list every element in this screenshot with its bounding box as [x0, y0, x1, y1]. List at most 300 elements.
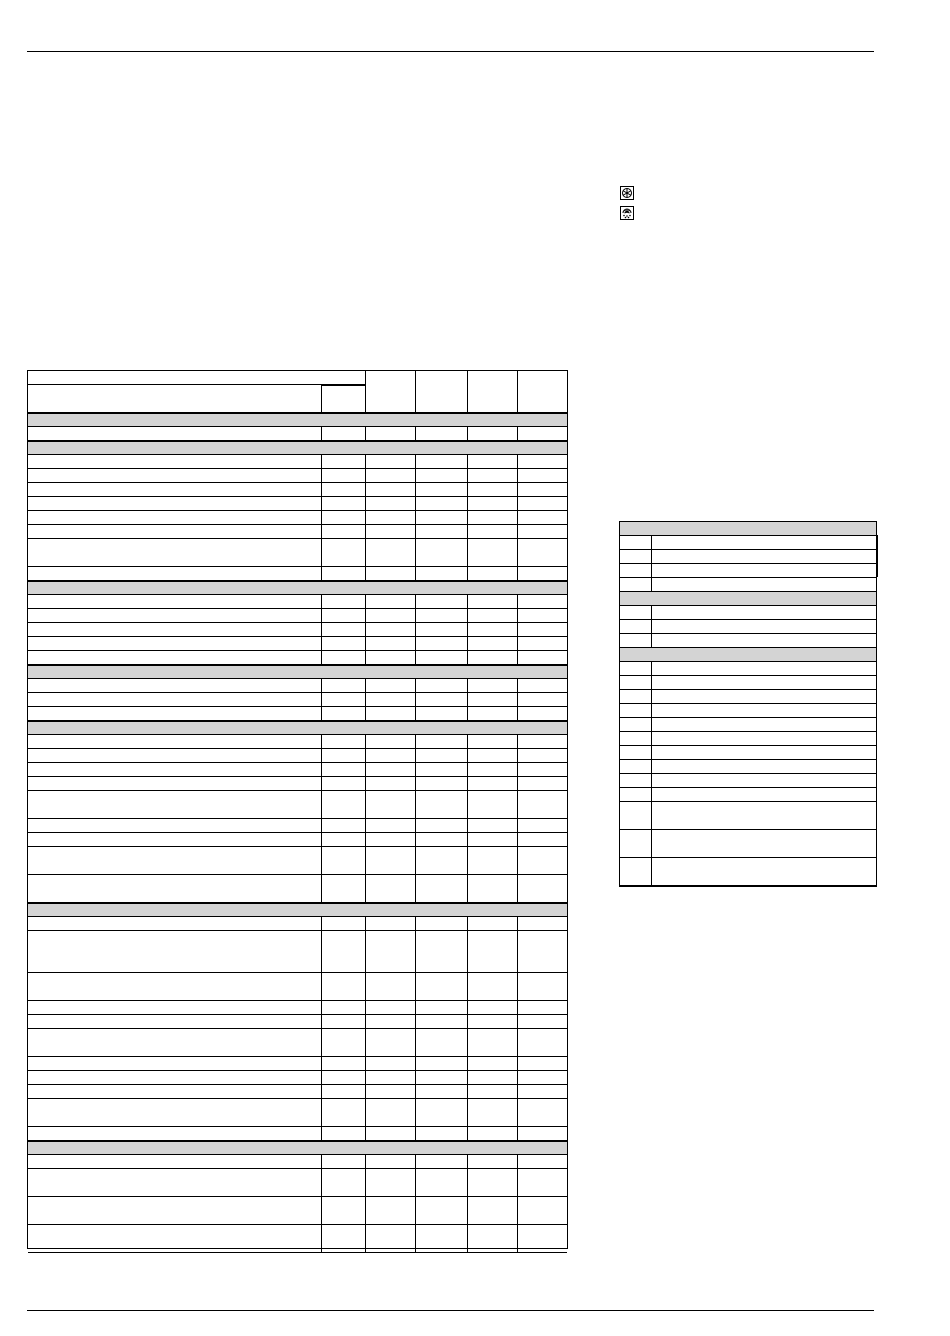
table-row [28, 469, 567, 483]
table-cell [467, 1085, 468, 1098]
table-cell [321, 973, 322, 1000]
table-cell [365, 511, 366, 524]
table-cell [415, 595, 416, 608]
legend-row [620, 858, 876, 886]
table-cell [365, 1197, 366, 1224]
table-cell [415, 497, 416, 510]
table-cell [517, 511, 518, 524]
table-cell [365, 791, 366, 818]
table-cell [415, 791, 416, 818]
table-cell [415, 427, 416, 440]
table-cell [467, 595, 468, 608]
table-cell [365, 1001, 366, 1014]
legend-row [620, 564, 876, 578]
table-row [28, 651, 567, 665]
legend-row [620, 746, 876, 760]
table-cell [415, 1225, 416, 1252]
legend-cell [651, 564, 652, 577]
table-cell [321, 1155, 322, 1168]
table-cell [321, 497, 322, 510]
table-row [28, 1001, 567, 1015]
table-cell [365, 427, 366, 440]
table-cell [517, 1029, 518, 1056]
table-cell [415, 525, 416, 538]
table-cell [467, 763, 468, 776]
legend-cell [651, 676, 652, 689]
legend-row [620, 634, 876, 648]
table-row [28, 1085, 567, 1099]
table-cell [517, 483, 518, 496]
legend-section-row [620, 592, 876, 606]
table-cell [321, 833, 322, 846]
section-header-row [28, 581, 567, 595]
legend-row [620, 676, 876, 690]
table-cell [321, 1127, 322, 1140]
table-row [28, 777, 567, 791]
table-cell [365, 679, 366, 692]
table-row [28, 497, 567, 511]
table-cell [415, 847, 416, 874]
table-cell [415, 483, 416, 496]
table-cell [415, 833, 416, 846]
table-cell [415, 1001, 416, 1014]
table-cell [365, 749, 366, 762]
table-cell [365, 917, 366, 930]
table-cell [415, 917, 416, 930]
table-cell [365, 1085, 366, 1098]
table-cell [365, 1155, 366, 1168]
table-cell [517, 1197, 518, 1224]
table-cell [321, 1085, 322, 1098]
legend-cell [651, 620, 652, 633]
table-cell [415, 1127, 416, 1140]
table-row [28, 847, 567, 875]
table-cell [321, 819, 322, 832]
legend-cell [651, 774, 652, 787]
table-cell [415, 679, 416, 692]
table-row [28, 623, 567, 637]
table-cell [365, 651, 366, 664]
table-cell [517, 595, 518, 608]
table-cell [321, 735, 322, 748]
table-cell [517, 651, 518, 664]
table-cell [517, 623, 518, 636]
table-row [28, 609, 567, 623]
table-cell [321, 1015, 322, 1028]
table-cell [467, 1057, 468, 1070]
table-cell [321, 595, 322, 608]
table-row [28, 511, 567, 525]
table-cell [517, 707, 518, 720]
table-cell [517, 427, 518, 440]
table-cell [467, 707, 468, 720]
table-cell [365, 595, 366, 608]
table-cell [467, 973, 468, 1000]
table-cell [467, 777, 468, 790]
table-cell [517, 973, 518, 1000]
table-row [28, 749, 567, 763]
table-cell [415, 1071, 416, 1084]
table-cell [415, 749, 416, 762]
table-cell [467, 917, 468, 930]
table-row [28, 931, 567, 973]
table-cell [365, 497, 366, 510]
table-cell [365, 693, 366, 706]
table-cell [321, 567, 322, 580]
table-cell [517, 917, 518, 930]
table-cell [365, 1225, 366, 1252]
table-cell [467, 651, 468, 664]
top-rule [27, 51, 874, 52]
table-cell [467, 623, 468, 636]
table-row [28, 1225, 567, 1253]
table-cell [415, 511, 416, 524]
section-header-row [28, 413, 567, 427]
table-cell [415, 539, 416, 566]
table-cell [467, 679, 468, 692]
table-cell [365, 1099, 366, 1126]
legend-row [620, 774, 876, 788]
table-cell [467, 525, 468, 538]
table-cell [365, 525, 366, 538]
table-cell [517, 847, 518, 874]
table-cell [517, 819, 518, 832]
table-cell [517, 791, 518, 818]
legend-cell [651, 858, 652, 885]
table-cell [365, 539, 366, 566]
legend-row [620, 606, 876, 620]
table-cell [365, 1071, 366, 1084]
table-title [28, 371, 365, 385]
table-cell [467, 1001, 468, 1014]
table-cell [517, 749, 518, 762]
legend-row [620, 830, 876, 858]
table-cell [415, 1029, 416, 1056]
table-row [28, 693, 567, 707]
table-row [28, 1127, 567, 1141]
legend-cell [651, 550, 652, 563]
column-header [415, 371, 467, 412]
table-cell [365, 455, 366, 468]
table-row [28, 763, 567, 777]
table-cell [467, 693, 468, 706]
legend-row [620, 690, 876, 704]
table-cell [415, 973, 416, 1000]
table-cell [365, 637, 366, 650]
table-cell [415, 623, 416, 636]
table-cell [321, 623, 322, 636]
table-cell [321, 917, 322, 930]
table-cell [321, 469, 322, 482]
table-cell [365, 931, 366, 972]
column-header [517, 371, 568, 412]
table-cell [517, 539, 518, 566]
table-cell [365, 763, 366, 776]
legend-section-row [620, 648, 876, 662]
table-row [28, 875, 567, 903]
table-cell [467, 455, 468, 468]
table-cell [321, 777, 322, 790]
legend-cell [651, 578, 652, 591]
table-cell [517, 567, 518, 580]
table-cell [467, 749, 468, 762]
table-cell [415, 763, 416, 776]
table-cell [321, 525, 322, 538]
table-cell [517, 763, 518, 776]
table-row [28, 1155, 567, 1169]
legend-section-row [620, 522, 876, 536]
table-row [28, 833, 567, 847]
legend-row [620, 550, 876, 564]
table-row [28, 1015, 567, 1029]
table-row [28, 637, 567, 651]
table-cell [467, 875, 468, 902]
legend-cell [651, 536, 652, 549]
snowflake-icon [620, 186, 634, 200]
table-cell [415, 1169, 416, 1196]
section-header-row [28, 665, 567, 679]
table-cell [415, 1057, 416, 1070]
legend-cell [651, 718, 652, 731]
legend-row [620, 802, 876, 830]
table-row [28, 917, 567, 931]
table-row [28, 1071, 567, 1085]
legend-cell [651, 634, 652, 647]
table-cell [467, 931, 468, 972]
table-cell [467, 735, 468, 748]
table-cell [321, 511, 322, 524]
table-row [28, 525, 567, 539]
table-cell [321, 609, 322, 622]
table-row [28, 1057, 567, 1071]
table-cell [365, 777, 366, 790]
legend-cell [651, 690, 652, 703]
table-row [28, 483, 567, 497]
table-cell [467, 1071, 468, 1084]
legend-cell [651, 732, 652, 745]
table-row [28, 455, 567, 469]
section-header-row [28, 1141, 567, 1155]
parameter-table [27, 370, 568, 1249]
table-row [28, 567, 567, 581]
table-cell [517, 1127, 518, 1140]
table-row [28, 791, 567, 819]
table-cell [365, 1029, 366, 1056]
table-cell [467, 833, 468, 846]
table-cell [415, 693, 416, 706]
table-cell [415, 1099, 416, 1126]
table-cell [517, 1155, 518, 1168]
table-cell [467, 567, 468, 580]
table-cell [365, 483, 366, 496]
table-cell [517, 1057, 518, 1070]
table-row [28, 1029, 567, 1057]
table-cell [321, 707, 322, 720]
table-cell [467, 609, 468, 622]
code-column-header [321, 385, 365, 412]
table-cell [517, 1001, 518, 1014]
table-cell [415, 1197, 416, 1224]
table-cell [415, 567, 416, 580]
legend-row [620, 662, 876, 676]
table-cell [365, 847, 366, 874]
table-row [28, 1169, 567, 1197]
table-cell [415, 1155, 416, 1168]
legend-cell [651, 746, 652, 759]
table-cell [467, 819, 468, 832]
table-row [28, 539, 567, 567]
table-cell [415, 735, 416, 748]
table-row [28, 973, 567, 1001]
table-cell [321, 791, 322, 818]
legend-table [619, 521, 877, 887]
table-cell [467, 847, 468, 874]
table-cell [415, 455, 416, 468]
table-cell [365, 1057, 366, 1070]
table-row [28, 427, 567, 441]
bottom-rule [27, 1310, 874, 1311]
legend-bracket [876, 535, 878, 577]
table-cell [321, 1225, 322, 1252]
table-cell [517, 777, 518, 790]
table-cell [321, 1057, 322, 1070]
table-cell [415, 875, 416, 902]
column-header [365, 371, 415, 412]
table-cell [467, 483, 468, 496]
table-cell [365, 973, 366, 1000]
legend-cell [651, 760, 652, 773]
table-cell [467, 497, 468, 510]
legend-row [620, 578, 876, 592]
table-cell [517, 1099, 518, 1126]
table-cell [467, 539, 468, 566]
legend-row [620, 760, 876, 774]
table-cell [365, 1127, 366, 1140]
table-cell [321, 1099, 322, 1126]
legend-cell [651, 788, 652, 801]
table-cell [321, 931, 322, 972]
table-cell [321, 749, 322, 762]
table-cell [321, 651, 322, 664]
table-cell [467, 1155, 468, 1168]
table-cell [467, 1197, 468, 1224]
legend-row [620, 732, 876, 746]
table-cell [415, 931, 416, 972]
table-cell [467, 637, 468, 650]
table-row [28, 1099, 567, 1127]
table-cell [321, 483, 322, 496]
table-cell [517, 693, 518, 706]
legend-row [620, 718, 876, 732]
table-cell [415, 1085, 416, 1098]
legend-row [620, 536, 876, 550]
table-cell [415, 469, 416, 482]
table-row [28, 679, 567, 693]
table-cell [517, 931, 518, 972]
table-cell [467, 1169, 468, 1196]
table-cell [365, 819, 366, 832]
table-cell [467, 1127, 468, 1140]
table-cell [517, 469, 518, 482]
table-cell [517, 679, 518, 692]
table-cell [415, 819, 416, 832]
table-cell [467, 427, 468, 440]
table-cell [517, 1085, 518, 1098]
table-cell [321, 427, 322, 440]
table-cell [365, 735, 366, 748]
table-cell [517, 833, 518, 846]
table-cell [517, 497, 518, 510]
table-cell [321, 693, 322, 706]
table-cell [415, 651, 416, 664]
table-row [28, 595, 567, 609]
table-cell [517, 455, 518, 468]
table-row [28, 735, 567, 749]
table-cell [365, 623, 366, 636]
table-cell [321, 1197, 322, 1224]
table-cell [365, 875, 366, 902]
table-cell [517, 525, 518, 538]
table-row [28, 819, 567, 833]
table-cell [517, 1225, 518, 1252]
legend-row [620, 704, 876, 718]
table-subtitle [28, 385, 321, 412]
table-cell [321, 1071, 322, 1084]
legend-row [620, 620, 876, 634]
table-cell [467, 469, 468, 482]
table-cell [517, 1169, 518, 1196]
table-cell [321, 1029, 322, 1056]
table-cell [415, 1015, 416, 1028]
table-cell [365, 707, 366, 720]
table-cell [415, 707, 416, 720]
legend-cell [651, 662, 652, 675]
table-cell [365, 469, 366, 482]
table-cell [321, 1001, 322, 1014]
table-cell [365, 609, 366, 622]
table-cell [365, 1169, 366, 1196]
legend-cell [651, 704, 652, 717]
table-cell [517, 637, 518, 650]
table-cell [365, 1015, 366, 1028]
table-cell [467, 791, 468, 818]
section-header-row [28, 441, 567, 455]
table-cell [467, 511, 468, 524]
table-cell [517, 875, 518, 902]
table-cell [517, 1071, 518, 1084]
table-cell [517, 735, 518, 748]
table-cell [365, 567, 366, 580]
table-row [28, 707, 567, 721]
table-cell [321, 847, 322, 874]
table-cell [321, 763, 322, 776]
table-cell [415, 637, 416, 650]
table-cell [517, 1015, 518, 1028]
table-cell [321, 455, 322, 468]
table-cell [321, 1169, 322, 1196]
table-cell [467, 1225, 468, 1252]
section-header-row [28, 903, 567, 917]
defrost-icon [620, 206, 634, 220]
table-cell [415, 609, 416, 622]
table-cell [365, 833, 366, 846]
table-cell [467, 1029, 468, 1056]
legend-cell [651, 606, 652, 619]
table-cell [467, 1099, 468, 1126]
table-cell [321, 679, 322, 692]
table-cell [415, 777, 416, 790]
table-cell [321, 637, 322, 650]
